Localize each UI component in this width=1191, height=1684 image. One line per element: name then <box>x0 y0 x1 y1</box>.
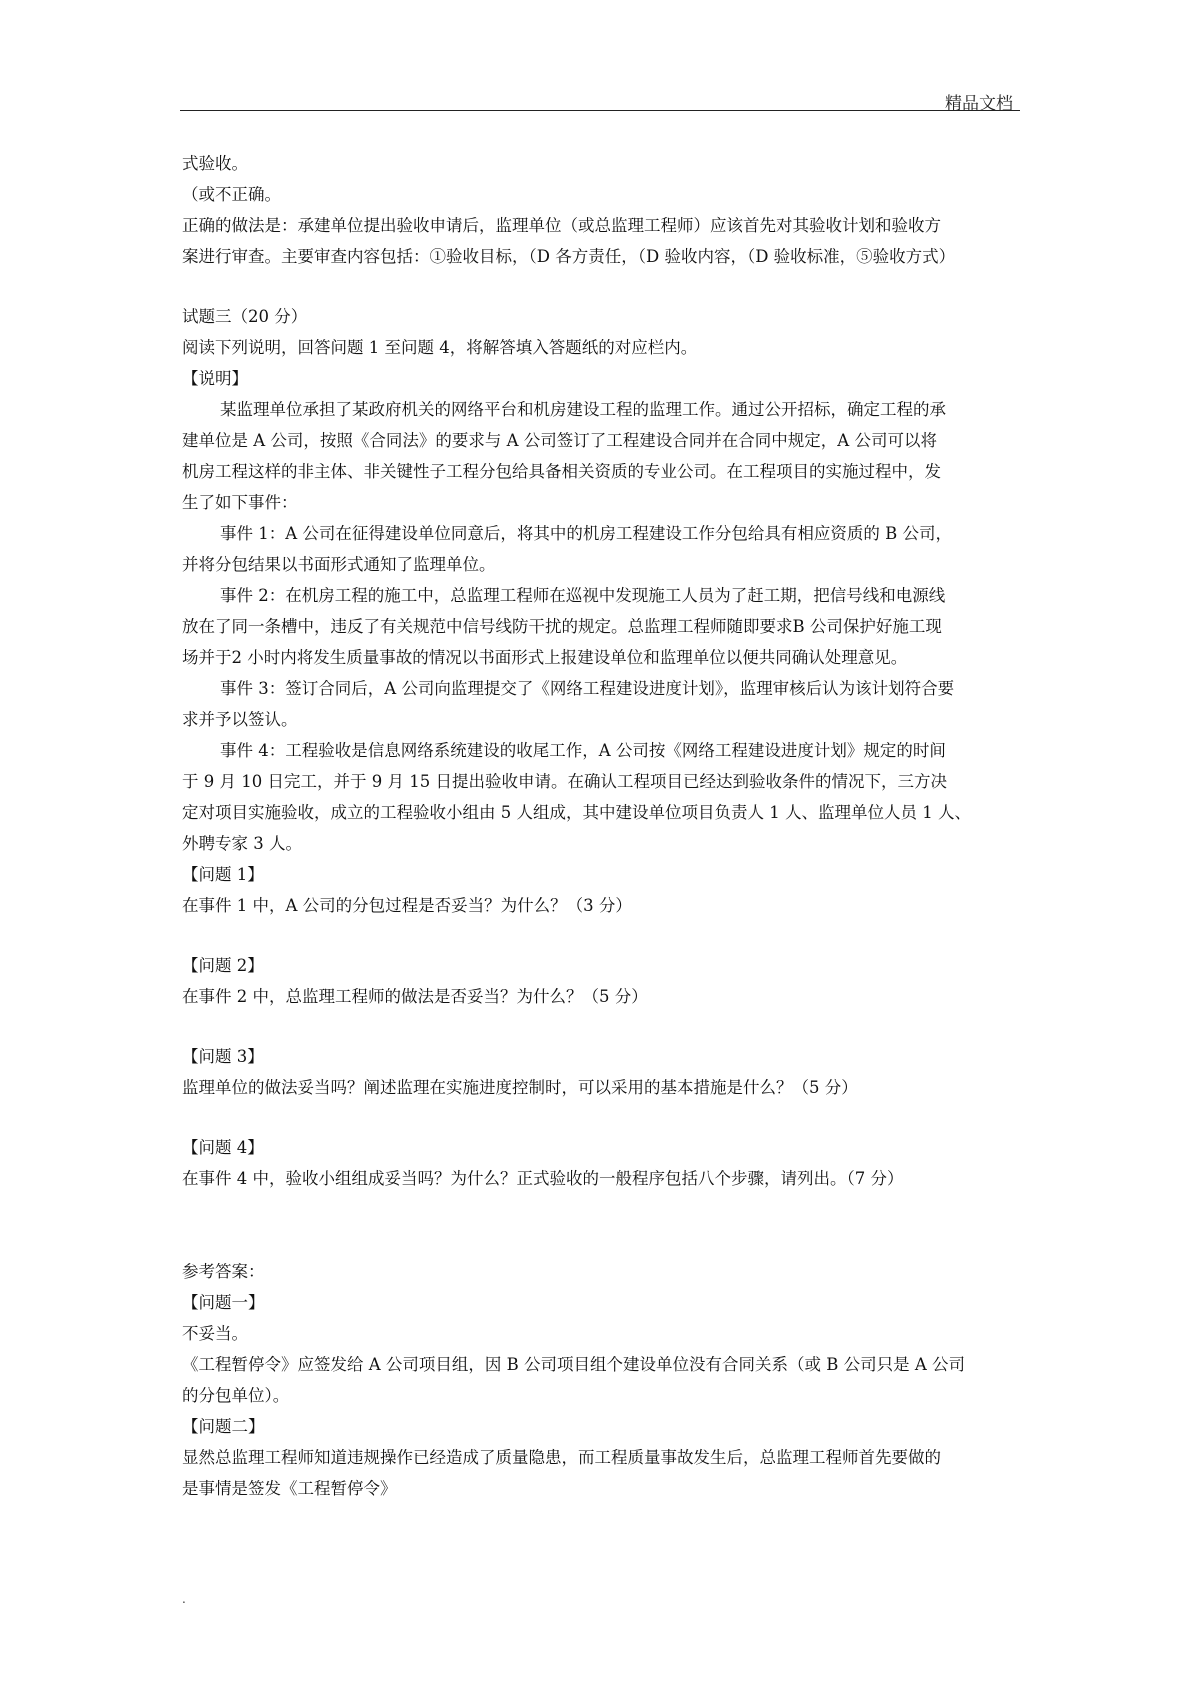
intro-line: 生了如下事件： <box>182 493 298 512</box>
question-title: 试题三（20 分） <box>182 307 308 326</box>
event-4-line: 事件 4：工程验收是信息网络系统建设的收尾工作，A 公司按《网络工程建设进度计划》规定的时间 <box>220 741 946 760</box>
spacer <box>182 921 1022 950</box>
event-2-line: 场并于2 小时内将发生质量事故的情况以书面形式上报建设单位和监理单位以便共同确认处理意见。 <box>182 648 908 667</box>
event-2-line: 事件 2：在机房工程的施工中，总监理工程师在巡视中发现施工人员为了赶工期，把信号线和电源线 <box>220 586 946 605</box>
intro-line: 建单位是 A 公司，按照《合同法》的要求与 A 公司签订了工程建设合同并在合同中规定，A 公司可以将 <box>182 431 937 450</box>
answer-2-line: 显然总监理工程师知道违规操作已经造成了质量隐患，而工程质量事故发生后，总监理工程师首先要做的 <box>182 1448 941 1467</box>
event-2-line: 放在了同一条槽中，违反了有关规范中信号线防干扰的规定。总监理工程师随即要求B 公司保护好施工现 <box>182 617 942 636</box>
question-1-label: 【问题 1】 <box>182 865 264 884</box>
answer-1-line: 的分包单位）。 <box>182 1386 290 1405</box>
header-rule <box>180 110 1020 111</box>
answer-line: 正确的做法是：承建单位提出验收申请后，监理单位（或总监理工程师）应该首先对其验收计划和验收方 <box>182 216 941 235</box>
answer-2-line: 是事情是签发《工程暂停令》 <box>182 1479 397 1498</box>
answer-1-label: 【问题一】 <box>182 1293 265 1312</box>
event-4-line: 于 9 月 10 日完工，并于 9 月 15 日提出验收申请。在确认工程项目已经达到验收条件的情况下，三方决 <box>182 772 947 791</box>
intro-line: 某监理单位承担了某政府机关的网络平台和机房建设工程的监理工作。通过公开招标，确定工程的承 <box>220 400 946 419</box>
event-3-line: 求并予以签认。 <box>182 710 298 729</box>
answer-1-line: 《工程暂停令》应签发给 A 公司项目组，因 B 公司项目组个建设单位没有合同关系（或 B 公司只是 A 公司 <box>182 1355 966 1374</box>
answer-2-label: 【问题二】 <box>182 1417 265 1436</box>
section-label: 【说明】 <box>182 369 248 388</box>
question-3-label: 【问题 3】 <box>182 1047 264 1066</box>
spacer <box>182 272 1022 301</box>
answer-line: 案进行审查。主要审查内容包括：①验收目标，（D 各方责任，（D 验收内容，（D 验收标准，⑤验收方式） <box>182 247 956 266</box>
event-1-line: 并将分包结果以书面形式通知了监理单位。 <box>182 555 496 574</box>
spacer <box>182 1103 1022 1132</box>
answer-1-line: 不妥当。 <box>182 1324 248 1343</box>
spacer <box>182 1194 1022 1256</box>
header-label: 精品文档 <box>945 94 1013 114</box>
event-1-line: 事件 1：A 公司在征得建设单位同意后，将其中的机房工程建设工作分包给具有相应资质的 B 公司， <box>220 524 953 543</box>
question-4-text: 在事件 4 中，验收小组组成妥当吗？为什么？正式验收的一般程序包括八个步骤，请列出。（7 分） <box>182 1169 904 1188</box>
document-body <box>182 148 1022 1504</box>
question-3-text: 监理单位的做法妥当吗？阐述监理在实施进度控制时，可以采用的基本措施是什么？（5 分） <box>182 1078 858 1097</box>
event-3-line: 事件 3：签订合同后，A 公司向监理提交了《网络工程建设进度计划》，监理审核后认为该计划符合要 <box>220 679 955 698</box>
event-4-line: 定对项目实施验收，成立的工程验收小组由 5 人组成，其中建设单位项目负责人 1 人、监理单位人员 1 人、 <box>182 803 971 822</box>
intro-line: 机房工程这样的非主体、非关键性子工程分包给具备相关资质的专业公司。在工程项目的实施过程中，发 <box>182 462 941 481</box>
reference-title: 参考答案： <box>182 1262 265 1281</box>
answer-line: （或不正确。 <box>182 185 281 204</box>
question-2-label: 【问题 2】 <box>182 956 264 975</box>
event-4-line: 外聘专家 3 人。 <box>182 834 302 853</box>
question-4-label: 【问题 4】 <box>182 1138 264 1157</box>
question-1-text: 在事件 1 中，A 公司的分包过程是否妥当？为什么？（3 分） <box>182 896 632 915</box>
footer-dot: . <box>182 1592 186 1606</box>
spacer <box>182 1012 1022 1041</box>
question-instruction: 阅读下列说明，回答问题 1 至问题 4，将解答填入答题纸的对应栏内。 <box>182 338 698 357</box>
question-2-text: 在事件 2 中，总监理工程师的做法是否妥当？为什么？（5 分） <box>182 987 648 1006</box>
answer-line: 式验收。 <box>182 154 248 173</box>
